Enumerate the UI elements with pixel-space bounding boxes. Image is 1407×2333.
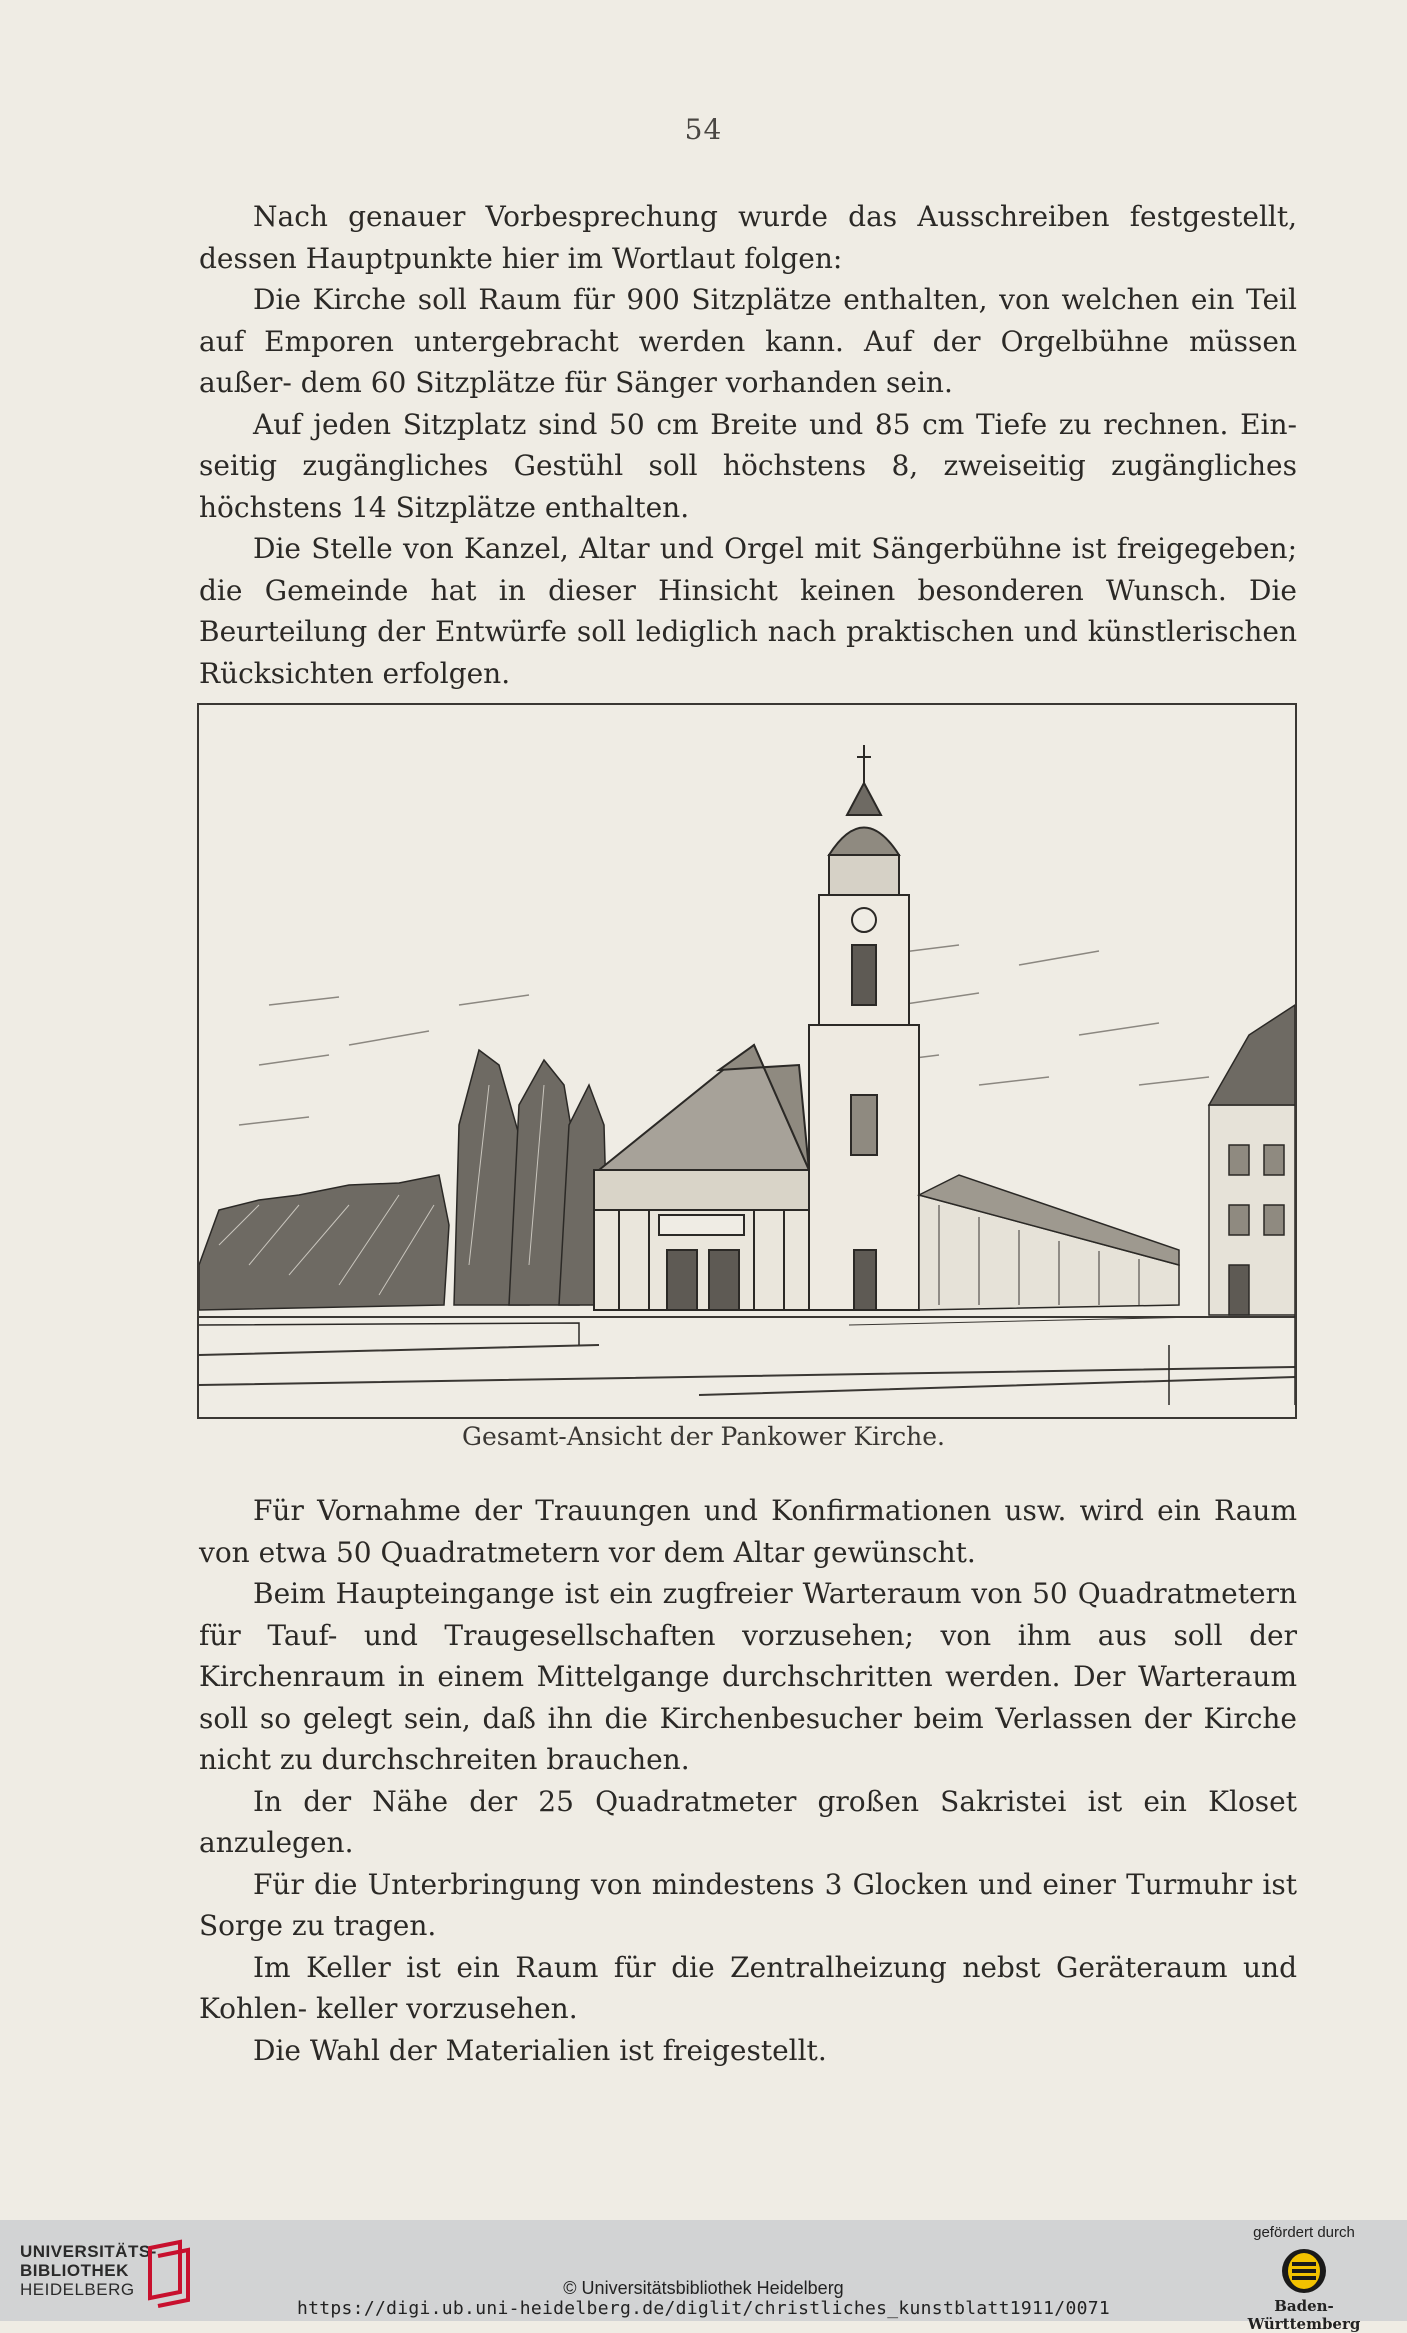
copyright-text: © Universitätsbibliothek Heidelberg (563, 2278, 844, 2298)
sponsor-block (1229, 2224, 1379, 2333)
sponsor-name: Baden-Württemberg (1247, 2297, 1361, 2333)
paragraph: In der Nähe der 25 Quadratmeter großen Sakristei ist ein Kloset anzulegen. (199, 1784, 1297, 1859)
paragraph: Im Keller ist ein Raum für die Zentralheizung nebst Geräteraum und Kohlen- keller vorzusehen. (199, 1950, 1297, 2025)
library-name-line: UNIVERSITÄTS- (20, 2242, 157, 2261)
paragraph: Die Stelle von Kanzel, Altar und Orgel mit Sängerbühne ist freigegeben; die Gemeinde hat in dieser Hinsicht keinen besonderen Wunsch. Die Beurteilung der Entwürfe soll lediglich nach praktischen und künstlerischen Rücksichten erfolgen. (199, 532, 1297, 690)
page-number: 54 (684, 113, 723, 146)
paragraph: Die Kirche soll Raum für 900 Sitzplätze enthalten, von welchen ein Teil auf Emporen untergebracht werden kann. Auf der Orgelbühne müssen außer- dem 60 Sitzplätze für Sänger vorhanden sein. (199, 283, 1297, 399)
paragraph: Nach genauer Vorbesprechung wurde das Ausschreiben festgestellt, dessen Hauptpunkte hier im Wortlaut folgen: (199, 200, 1297, 275)
text-block-bottom (199, 1490, 1297, 2071)
sponsor-label: gefördert durch (1253, 2224, 1355, 2241)
paragraph: Für Vornahme der Trauungen und Konfirmationen usw. wird ein Raum von etwa 50 Quadratmetern vor dem Altar gewünscht. (199, 1494, 1297, 1569)
church-drawing (199, 705, 1295, 1417)
permalink-url[interactable]: https://digi.ub.uni-heidelberg.de/diglit/christliches_kunstblatt1911/0071 (297, 2298, 1110, 2319)
figure-caption: Gesamt-Ansicht der Pankower Kirche. (462, 1422, 945, 1451)
paragraph: Die Wahl der Materialien ist freigestellt. (253, 2033, 827, 2067)
footer-bar (0, 2220, 1407, 2333)
paragraph: Beim Haupteingange ist ein zugfreier Warteraum von 50 Quadratmetern für Tauf- und Traugesellschaften vorzusehen; von ihm aus soll der Kirchenraum in einem Mittelgange durchschritten werden. Der Warteraum soll so gelegt sein, daß ihn die Kirchenbesucher beim Verlassen der Kirche nicht zu durchschreiten brauchen. (199, 1577, 1297, 1776)
library-name-line: BIBLIOTHEK (20, 2261, 129, 2280)
paragraph: Für die Unterbringung von mindestens 3 Glocken und einer Turmuhr ist Sorge zu tragen. (199, 1867, 1297, 1942)
church-illustration (197, 703, 1297, 1419)
library-name-line: HEIDELBERG (20, 2280, 135, 2299)
crest-icon (1280, 2247, 1328, 2295)
paragraph: Auf jeden Sitzplatz sind 50 cm Breite und 85 cm Tiefe zu rechnen. Ein- seitig zugängliches Gestühl soll höchstens 8, zweiseitig zugängliches höchstens 14 Sitzplätze enthalten. (199, 407, 1297, 524)
text-block-top (199, 196, 1297, 694)
